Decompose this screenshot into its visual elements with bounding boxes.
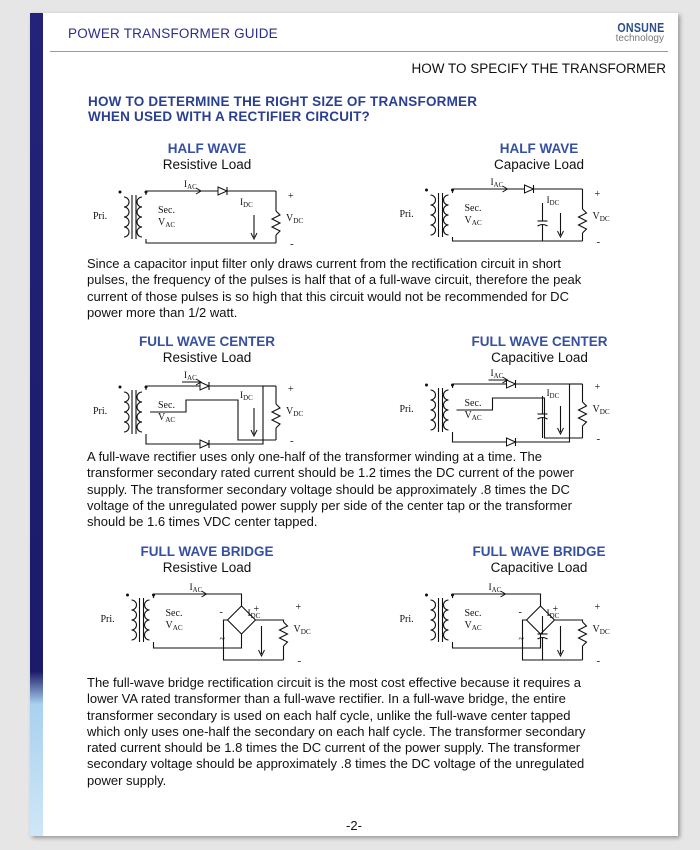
primary-label: Pri. (93, 406, 108, 417)
vac-label: $V_{AC}$ (464, 215, 482, 227)
paragraph-line: which only uses one-half the secondary on each half cycle. The transformer secondary (87, 723, 586, 739)
bridge-rectifier (527, 606, 555, 634)
minus-label: - (596, 655, 601, 667)
wire (224, 620, 284, 660)
plus-label: + (594, 189, 601, 200)
rectifier-diode (200, 440, 209, 448)
iac-label: $I_{AC}$ (490, 178, 504, 189)
primary-winding (431, 195, 436, 235)
wire (154, 594, 242, 606)
vdc-label: $V_{DC}$ (286, 213, 304, 225)
paragraph-line: Since a capacitor input filter only draws current from the rectification circuit in short (87, 256, 561, 271)
circuit-full-wave-bridge-resistive (93, 576, 318, 667)
iac-label: $I_{AC}$ (184, 371, 197, 382)
secondary-label: Sec. (464, 398, 482, 409)
iac-label: $I_{AC}$ (189, 583, 203, 594)
primary-label: Pri. (100, 614, 115, 625)
bridge-tilde: ~ (518, 634, 524, 645)
paragraph-line: lower VA rated transformer than a full-wave rectifier. In a full-wave bridge, the entire (87, 691, 566, 707)
paragraph-line: power supply. (87, 772, 167, 788)
plus-label: + (288, 384, 294, 395)
circuit-subtitle: Resistive Load (162, 560, 252, 575)
polarity-dot (425, 384, 428, 387)
circuit-title: FULL WAVE CENTER (471, 334, 608, 349)
primary-winding (431, 600, 436, 640)
load-resistor (272, 211, 280, 235)
circuit-full-wave-bridge-capacitive (392, 576, 617, 667)
iac-label: $I_{AC}$ (488, 583, 502, 594)
idc-label: $I_{DC}$ (546, 609, 560, 620)
circuit-subtitle: Resistive Load (162, 350, 252, 365)
secondary-winding (444, 195, 449, 235)
circuit-full-wave-center-capacitive (392, 368, 617, 450)
wire (146, 434, 200, 444)
circuit-subtitle: Resistive Load (162, 157, 252, 172)
iac-label: $I_{AC}$ (490, 369, 504, 380)
rectifier-diode (507, 380, 516, 388)
paragraph-full-wave-bridge (87, 675, 665, 789)
primary-label: Pri. (399, 614, 414, 625)
wire (453, 594, 541, 606)
secondary-label: Sec. (464, 608, 482, 619)
secondary-label: Sec. (165, 608, 183, 619)
header-divider (50, 51, 668, 52)
plus-label: + (594, 602, 601, 613)
wire (523, 620, 583, 660)
paragraph-line: power more than 1/2 watt. (87, 304, 238, 320)
paragraph-line: secondary voltage should be approximately .8 times the DC voltage of the unregulated (87, 756, 585, 772)
wire (146, 239, 276, 243)
rectifier-diode (200, 382, 209, 390)
wire (453, 634, 541, 648)
bridge-rectifier (228, 606, 256, 634)
iac-label: $I_{AC}$ (184, 180, 197, 191)
circuit-half-wave-resistive (88, 175, 308, 257)
minus-label: - (596, 236, 601, 248)
page-number: -2- (346, 818, 362, 833)
secondary-label: Sec. (464, 203, 482, 214)
main-heading-line: WHEN USED WITH A RECTIFIER CIRCUIT? (88, 109, 370, 124)
polarity-dot (119, 386, 122, 389)
paragraph-line: voltage of the unregulated power supply per side of the center tap or the transformer (87, 497, 572, 513)
primary-label: Pri. (93, 211, 108, 222)
secondary-winding (137, 392, 142, 432)
vdc-label: $V_{DC}$ (286, 406, 304, 418)
paragraph-line: rated current should be 1.8 times the DC current of the power supply. The transformer (87, 740, 581, 756)
plus-label: + (295, 602, 302, 613)
header-title: POWER TRANSFORMER GUIDE (68, 26, 278, 41)
wire (146, 191, 218, 195)
section-title: HOW TO SPECIFY THE TRANSFORMER (411, 61, 666, 76)
caption-full-wave-bridge-capacitive (454, 544, 624, 576)
plus-label: + (594, 382, 601, 393)
caption-half-wave-resistive (147, 141, 267, 173)
brand-name: ONSUNE (616, 20, 664, 35)
bridge-minus: - (518, 607, 522, 618)
circuit-subtitle: Capacive Load (493, 157, 585, 172)
idc-label: $I_{DC}$ (240, 391, 253, 402)
vdc-label: $V_{DC}$ (592, 211, 610, 223)
vdc-label: $V_{DC}$ (592, 404, 610, 416)
circuit-title: FULL WAVE BRIDGE (472, 544, 606, 559)
circuit-full-wave-center-resistive (88, 370, 308, 452)
rectifier-diode (525, 185, 534, 193)
wire (146, 386, 200, 390)
binding-spine (30, 13, 43, 836)
polarity-dot (126, 594, 129, 597)
primary-winding (124, 392, 129, 432)
secondary-winding (444, 390, 449, 430)
main-heading (88, 94, 477, 124)
vac-label: $V_{AC}$ (464, 620, 482, 632)
paragraph-half-wave (87, 256, 665, 321)
paragraph-line: pulses, the frequency of the pulses is half that of a full-wave circuit, therefore the peak (87, 272, 582, 288)
idc-label: $I_{DC}$ (240, 198, 253, 209)
minus-label: - (290, 238, 294, 250)
caption-half-wave-capacitive (479, 141, 599, 173)
circuit-title: HALF WAVE (167, 141, 247, 156)
wire (555, 620, 583, 622)
wire (453, 237, 583, 241)
bridge-minus: - (219, 607, 223, 618)
primary-winding (124, 197, 129, 237)
paragraph-line: A full-wave rectifier uses only one-half of the transformer winding at a time. The (87, 449, 542, 464)
wire (256, 620, 284, 622)
secondary-winding (145, 600, 150, 640)
bridge-tilde: ~ (219, 634, 225, 645)
minus-label: - (290, 435, 294, 447)
caption-full-wave-bridge-resistive (122, 544, 292, 576)
circuit-subtitle: Capacitive Load (491, 350, 588, 365)
vac-label: $V_{AC}$ (165, 620, 183, 632)
plus-label: + (288, 191, 294, 202)
main-heading-line: HOW TO DETERMINE THE RIGHT SIZE OF TRANSFORMER (88, 94, 478, 109)
circuit-half-wave-capacitive (392, 173, 617, 255)
load-resistor (272, 404, 280, 428)
wire (453, 384, 507, 388)
document-page (30, 13, 678, 836)
wire (154, 634, 242, 648)
idc-label: $I_{DC}$ (546, 196, 560, 207)
primary-winding (132, 600, 137, 640)
load-resistor (579, 402, 587, 426)
polarity-dot (425, 594, 428, 597)
secondary-label: Sec. (158, 205, 175, 216)
circuit-title: FULL WAVE BRIDGE (140, 544, 274, 559)
bridge-plus: + (253, 604, 260, 615)
secondary-winding (444, 600, 449, 640)
wire (453, 189, 525, 193)
brand-logo (607, 20, 664, 44)
paragraph-line: supply. The transformer secondary voltage should be approximately .8 times the DC (87, 481, 570, 497)
paragraph-line: transformer secondary is used on each half cycle, unlike the full-wave center tapped (87, 707, 571, 723)
caption-full-wave-center-capacitive (452, 334, 627, 366)
vac-label: $V_{AC}$ (158, 217, 176, 229)
polarity-dot (119, 191, 122, 194)
idc-label: $I_{DC}$ (546, 389, 560, 400)
minus-label: - (297, 655, 302, 667)
paragraph-full-wave-center (87, 449, 665, 530)
circuit-title: HALF WAVE (499, 141, 579, 156)
secondary-label: Sec. (158, 400, 175, 411)
vdc-label: $V_{DC}$ (293, 624, 311, 636)
vac-label: $V_{AC}$ (158, 412, 176, 424)
wire (453, 432, 507, 442)
primary-winding (431, 390, 436, 430)
idc-label: $I_{DC}$ (247, 609, 261, 620)
load-resistor (579, 209, 587, 233)
bridge-plus: + (552, 604, 559, 615)
vdc-label: $V_{DC}$ (592, 624, 610, 636)
paragraph-line: should be 1.6 times VDC center tapped. (87, 514, 318, 530)
load-resistor (280, 622, 288, 646)
circuit-title: FULL WAVE CENTER (138, 334, 275, 349)
polarity-dot (425, 189, 428, 192)
brand-subtitle: technology (615, 33, 664, 44)
paragraph-line: transformer secondary rated current should be 1.2 times the DC current of the power (87, 465, 575, 481)
minus-label: - (596, 433, 601, 445)
secondary-winding (137, 197, 142, 237)
caption-full-wave-center-resistive (122, 334, 292, 366)
primary-label: Pri. (399, 209, 414, 220)
paragraph-line: The full-wave bridge rectification circuit is the most cost effective because it requires a (87, 675, 581, 690)
vac-label: $V_{AC}$ (464, 410, 482, 422)
circuit-subtitle: Capacitive Load (490, 560, 588, 575)
paragraph-line: current of those pulses is so high that this circuit would not be recommended for DC (87, 288, 569, 304)
load-resistor (579, 622, 587, 646)
rectifier-diode (507, 438, 516, 446)
primary-label: Pri. (399, 404, 414, 415)
rectifier-diode (218, 187, 227, 195)
